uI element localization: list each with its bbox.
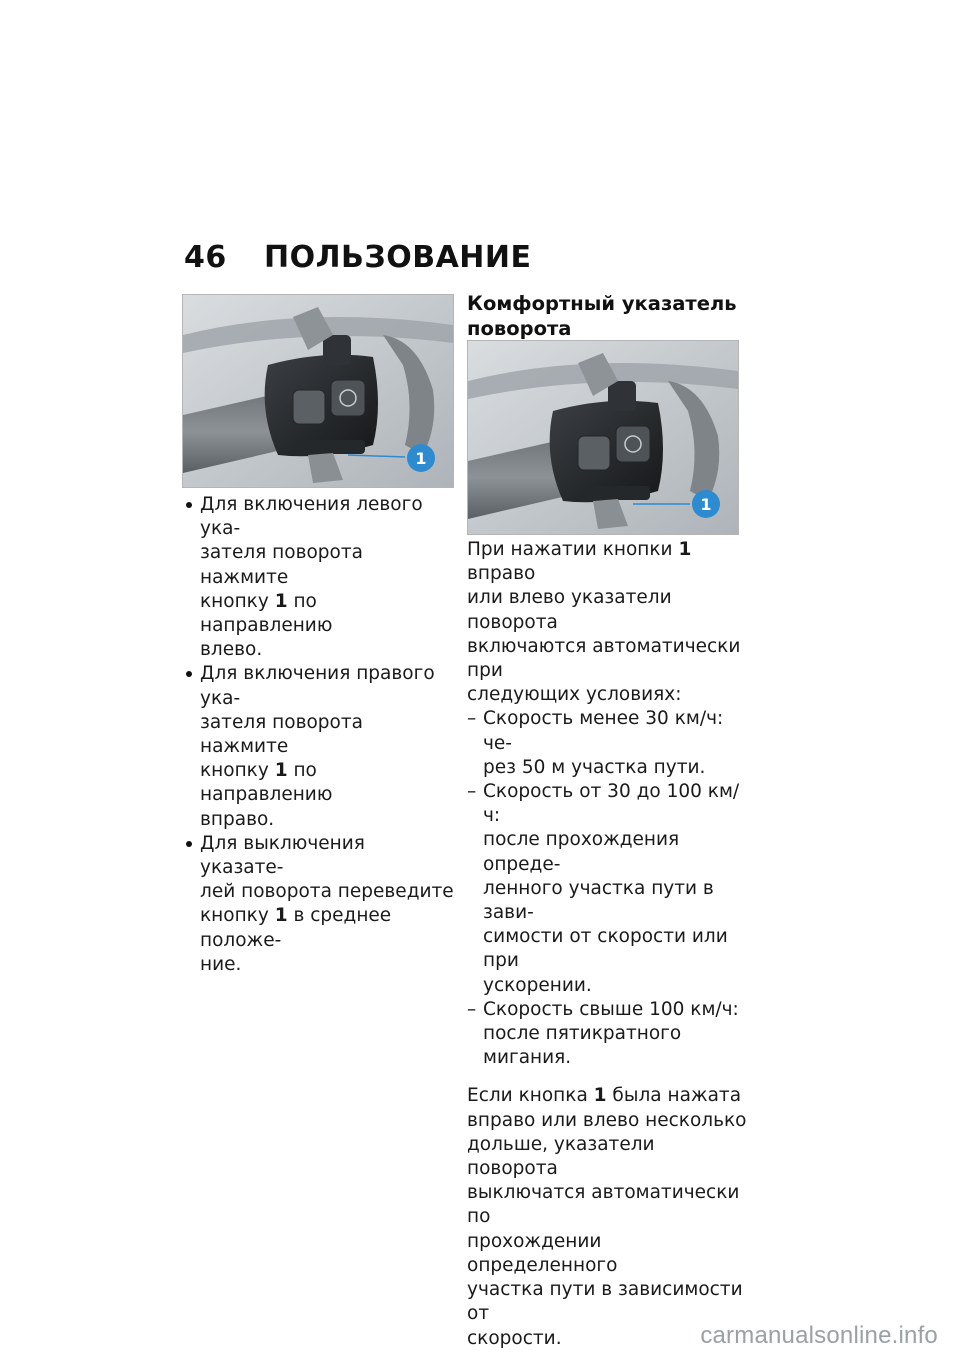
callout-number: 1 — [700, 495, 712, 514]
section-title: ПОЛЬЗОВАНИЕ — [264, 240, 532, 275]
right-column-heading — [467, 291, 742, 341]
intro-paragraph: При нажатии кнопки 1 вправо или влево указатели поворота включаются автоматически при следующих условиях: — [467, 539, 741, 706]
list-item: – Скорость менее 30 км/ч: че- рез 50 м участка пути. — [467, 708, 724, 778]
watermark: carmanualsonline.info — [700, 1322, 938, 1349]
outro-paragraph: Если кнопка 1 была нажата вправо или влево несколько дольше, указатели поворота выключатся автоматически по прохождении определенного участка пути в зависимости от скорости. — [467, 1085, 747, 1349]
page-header — [184, 240, 532, 280]
list-item: Для выключения указате- лей поворота переведите кнопку 1 в среднее положе- ние. — [184, 832, 454, 977]
list-item: – Скорость от 30 до 100 км/ч: после прохождения опреде- ленного участка пути в зави- симости от скорости или при ускорении. — [467, 781, 740, 996]
left-column — [184, 493, 454, 977]
section-heading: Комфортный указатель — [467, 292, 737, 315]
list-item: – Скорость свыше 100 км/ч: после пятикратного мигания. — [467, 998, 739, 1069]
section-heading-line2: поворота — [467, 317, 572, 340]
handlebar-switch-photo-right — [467, 340, 739, 535]
right-column — [467, 538, 747, 1351]
list-item: Для включения правого ука- зателя поворота нажмите кнопку 1 по направлению вправо. — [184, 662, 454, 831]
callout-number: 1 — [415, 449, 427, 468]
list-item: Для включения левого ука- зателя поворота нажмите кнопку 1 по направлению влево. — [184, 493, 454, 662]
page-number: 46 — [184, 240, 227, 275]
handlebar-switch-photo-left — [182, 294, 454, 488]
